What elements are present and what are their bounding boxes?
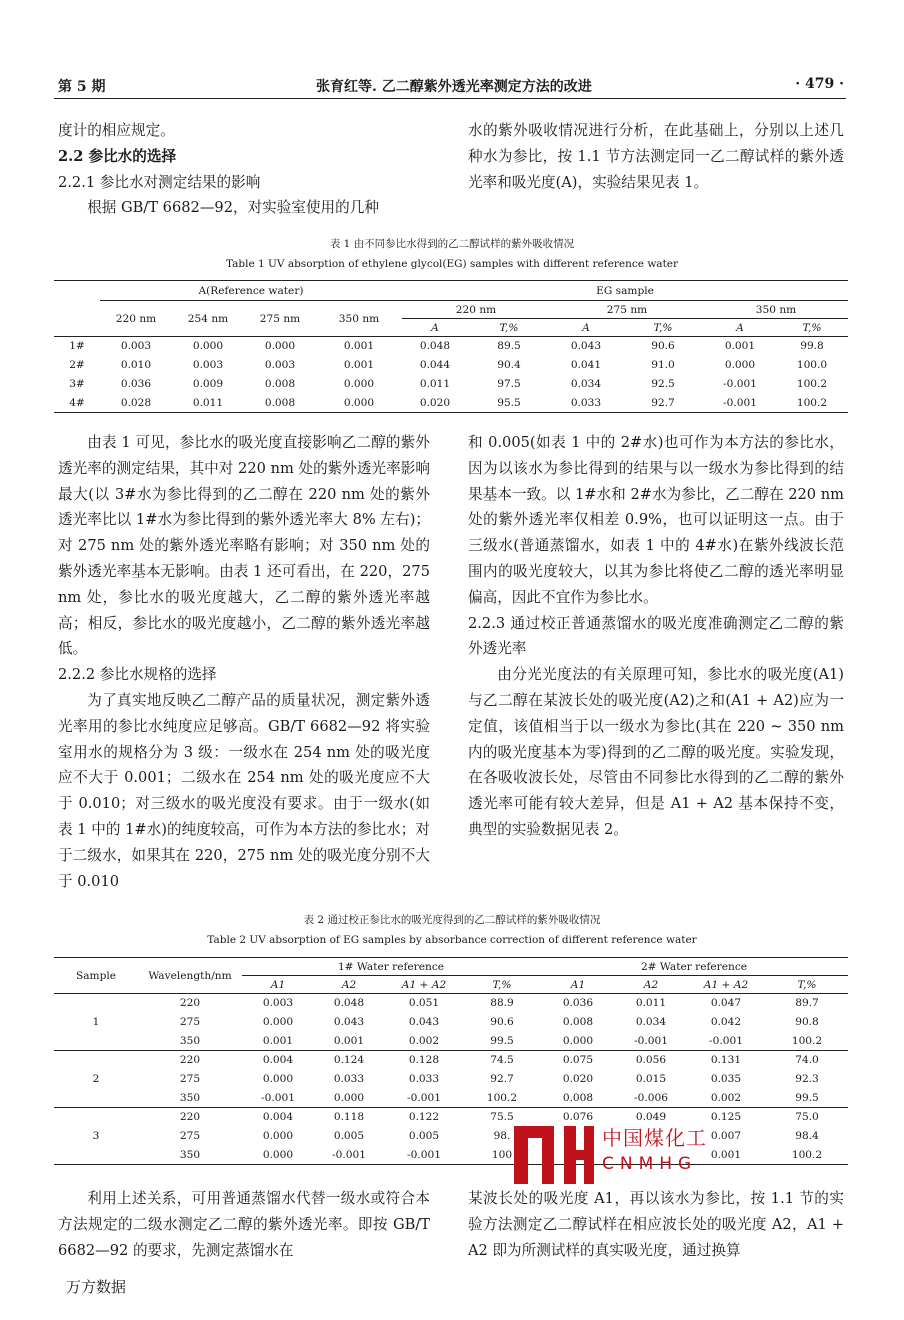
para-continued: 水的紫外吸收情况进行分析，在此基础上，分别以上述几种水为参比，按 1.1 节方法测定同一乙二醇试样的紫外透光率和吸光度(A)，实验结果见表 1。 xyxy=(468,122,844,191)
t2-cell: 0.000 xyxy=(262,1073,294,1085)
table2-caption-cn: 表 2 通过校正参比水的吸光度得到的乙二醇试样的紫外吸收情况 xyxy=(303,914,601,926)
t1-cell: 0.001 xyxy=(343,359,375,371)
t1-sub-t: T,% xyxy=(622,319,704,337)
subsection-heading-2-2-1: 2.2.1 参比水对测定结果的影响 xyxy=(58,173,261,191)
t2-cell: 0.047 xyxy=(710,997,742,1010)
table-row xyxy=(54,994,848,1013)
t2-cell: 88.9 xyxy=(490,997,514,1010)
mid-right-para-0: 和 0.005(如表 1 中的 2#水)也可作为本方法的参比水，因为以该水为参比得到的结果与以一级水为参比得到的结果基本一致。以 1#水和 2#水为参比，乙二醇在 220 nm 处的紫外透光率仅相差 0.9%，也可以证明这一点。由于三级水(普通蒸馏水，如表 1 中的 4#水)在紫外线波长范围内的吸光度较大，以其为参比将使乙二醇的透光率明显偏高，因此不宜作为参比水。 xyxy=(468,434,844,606)
t2-cell: 92.3 xyxy=(795,1073,819,1085)
watermark-logo-icon xyxy=(512,1124,596,1186)
t1-row-label: 2# xyxy=(69,359,85,371)
t2-cell: 350 xyxy=(138,1089,242,1108)
t2-cell: 89.7 xyxy=(795,997,819,1010)
t1-cell: 0.048 xyxy=(419,340,451,353)
table-row xyxy=(54,1032,848,1051)
t1-header-eg-sample: EG sample xyxy=(402,281,848,301)
t2-cell: 0.033 xyxy=(408,1073,440,1085)
t1-cell: 91.0 xyxy=(651,359,675,371)
t1-cell: 0.000 xyxy=(264,340,296,353)
t2-sub-header: A1 + A2 xyxy=(686,976,766,994)
t2-cell: 0.002 xyxy=(384,1032,464,1051)
t2-cell: 0.125 xyxy=(710,1111,742,1124)
table2-caption-en: Table 2 UV absorption of EG samples by absorbance correction of different reference water xyxy=(207,934,697,946)
t1-cell: 0.003 xyxy=(264,359,296,371)
t2-cell: 0.002 xyxy=(686,1089,766,1108)
t1-sub-a: A xyxy=(402,319,468,337)
t1-sub-a: A xyxy=(550,319,622,337)
t1-header-wl: 254 nm xyxy=(172,301,244,337)
table-row xyxy=(54,1089,848,1108)
t2-cell: 0.001 xyxy=(686,1146,766,1165)
table-row xyxy=(54,375,848,394)
t2-cell: 98. xyxy=(493,1130,511,1142)
mid-right-para-1: 2.2.3 通过校正普通蒸馏水的吸光度准确测定乙二醇的紫外透光率 xyxy=(468,614,844,658)
para-start: 根据 GB/T 6682—92，对实验室使用的几种 xyxy=(87,199,379,217)
t2-cell: 0.008 xyxy=(562,1016,594,1028)
t1-cell: 0.011 xyxy=(172,394,244,413)
t2-cell: -0.006 xyxy=(616,1089,686,1108)
t1-header-eg-wl: 220 nm xyxy=(402,301,550,319)
t2-sample-id: 3 xyxy=(54,1108,138,1165)
t1-cell: 90.6 xyxy=(651,340,675,353)
t1-cell: 99.8 xyxy=(800,340,824,353)
t2-cell: 75.5 xyxy=(490,1111,514,1124)
table1-caption-cn: 表 1 由不同参比水得到的乙二醇试样的紫外吸收情况 xyxy=(329,238,575,250)
t1-cell: -0.001 xyxy=(723,378,757,390)
t2-cell: 0.056 xyxy=(635,1054,667,1067)
t2-cell: -0.001 xyxy=(686,1032,766,1051)
t1-cell: 0.001 xyxy=(343,340,375,353)
t2-cell: 0.000 xyxy=(540,1032,616,1051)
t2-cell: 75.0 xyxy=(795,1111,819,1124)
mid-left-para-0: 由表 1 可见，参比水的吸光度直接影响乙二醇的紫外透光率的测定结果，其中对 220 nm 处的紫外透光率影响最大(以 3#水为参比得到的乙二醇在 220 nm 处的紫外透光率比以 1#水为参比得到的紫外透光率大 8% 左右)；对 275 nm 处的紫外透光率略有影响；对 350 nm 处的紫外透光率基本无影响。由表 1 还可看出，在 220，275 nm 处，参比水的吸光度越大，乙二醇的紫外透光率越高；相反，参比水的吸光度越小，乙二醇的紫外透光率越低。 xyxy=(58,434,430,658)
table-row xyxy=(54,394,848,413)
t1-cell: -0.001 xyxy=(704,394,776,413)
t1-cell: 0.003 xyxy=(120,340,152,353)
t1-header-reference-water: A(Reference water) xyxy=(100,281,402,301)
t2-cell: 0.075 xyxy=(562,1054,594,1067)
t2-cell: 0.036 xyxy=(562,997,594,1010)
t1-cell: 92.5 xyxy=(651,378,675,390)
t1-cell: 0.001 xyxy=(724,340,756,353)
t1-cell: 97.5 xyxy=(497,378,521,390)
t2-sub-header: T,% xyxy=(464,976,540,994)
t2-cell: 0.000 xyxy=(262,1016,294,1028)
table-row xyxy=(54,1070,848,1089)
t1-cell: 0.000 xyxy=(343,378,375,390)
t2-cell: 275 xyxy=(179,1073,201,1085)
t2-cell: 0.049 xyxy=(635,1111,667,1124)
t2-cell: 90.6 xyxy=(490,1016,514,1028)
t2-header-wavelength: Wavelength/nm xyxy=(138,958,242,994)
t2-cell: 0.122 xyxy=(408,1111,440,1124)
t1-cell: 0.041 xyxy=(570,359,602,371)
t2-cell: 350 xyxy=(138,1146,242,1165)
t2-cell: -0.001 xyxy=(242,1089,314,1108)
bottom-left-column xyxy=(58,1186,430,1263)
t2-cell: 0.020 xyxy=(562,1073,594,1085)
t2-header-sample: Sample xyxy=(54,958,138,994)
t1-cell: 0.043 xyxy=(570,340,602,353)
t2-cell: 220 xyxy=(179,1054,201,1067)
t1-header-wl: 350 nm xyxy=(316,301,402,337)
t2-cell: 100.2 xyxy=(766,1146,848,1165)
t1-header-eg-wl: 350 nm xyxy=(704,301,848,319)
t2-cell: 74.0 xyxy=(795,1054,819,1067)
table-row xyxy=(54,337,848,356)
t2-sub-header: T,% xyxy=(766,976,848,994)
section-heading-2-2: 2.2 参比水的选择 xyxy=(58,147,177,165)
t2-cell: 0.034 xyxy=(635,1016,667,1028)
mid-right-para-2: 由分光光度法的有关原理可知，参比水的吸光度(A1)与乙二醇在某波长处的吸光度(A2)之和(A1 + A2)应为一定值，该值相当于以一级水为参比(其在 220 ~ 350 nm 内的吸光度基本为零)得到的乙二醇的吸光度。实验发现，在各吸收波长处，尽管由不同参比水得到的乙二醇的紫外透光率可能有较大差异，但是 A1 + A2 基本保持不变，典型的实验数据见表 2。 xyxy=(468,666,844,838)
t2-sub-header: A1 + A2 xyxy=(384,976,464,994)
t1-cell: 0.000 xyxy=(316,394,402,413)
t2-cell: 275 xyxy=(179,1016,201,1028)
t2-cell: 0.000 xyxy=(314,1089,384,1108)
running-title: 张育红等. 乙二醇紫外透光率测定方法的改进 xyxy=(316,79,592,95)
issue-number: 第 5 期 xyxy=(58,79,106,95)
t2-sub-header: A1 xyxy=(242,976,314,994)
table-1 xyxy=(54,280,848,413)
t1-sub-t: T,% xyxy=(468,319,550,337)
t2-cell: 0.076 xyxy=(562,1111,594,1124)
table1-caption-en: Table 1 UV absorption of ethylene glycol(EG) samples with different reference water xyxy=(225,258,679,270)
t2-cell: 0.015 xyxy=(635,1073,667,1085)
t2-cell: 275 xyxy=(179,1130,201,1142)
t1-cell: 0.003 xyxy=(192,359,224,371)
t2-cell: 0.001 xyxy=(242,1032,314,1051)
t1-row-label: 3# xyxy=(69,378,85,390)
t2-cell: 0.131 xyxy=(710,1054,742,1067)
t2-cell: 74.5 xyxy=(490,1054,514,1067)
t2-sub-header: A2 xyxy=(616,976,686,994)
t1-cell: 100.2 xyxy=(776,394,848,413)
header-rule xyxy=(54,98,846,99)
t1-cell: 0.028 xyxy=(100,394,172,413)
watermark xyxy=(512,1120,752,1186)
t1-cell: 0.000 xyxy=(724,359,756,371)
t2-cell: 99.5 xyxy=(766,1089,848,1108)
t1-row-label: 4# xyxy=(54,394,100,413)
t2-cell: 90.8 xyxy=(795,1016,819,1028)
t1-cell: 0.008 xyxy=(244,394,316,413)
t1-header-wl: 220 nm xyxy=(100,301,172,337)
t2-cell: 100.2 xyxy=(766,1032,848,1051)
mid-left-para-1: 2.2.2 参比水规格的选择 xyxy=(58,666,217,684)
t2-cell: 0.128 xyxy=(408,1054,440,1067)
t1-cell: 0.000 xyxy=(192,340,224,353)
t2-cell: 220 xyxy=(179,997,201,1010)
t2-sub-header: A1 xyxy=(540,976,616,994)
t1-cell: 89.5 xyxy=(497,340,521,353)
t2-cell: 0.033 xyxy=(333,1073,365,1085)
t1-cell: 0.010 xyxy=(120,359,152,371)
t2-cell: 0.001 xyxy=(314,1032,384,1051)
t1-cell: 0.044 xyxy=(419,359,451,371)
t1-cell: 92.7 xyxy=(622,394,704,413)
t2-cell: 98.4 xyxy=(795,1130,819,1142)
t1-cell: 0.036 xyxy=(120,378,152,390)
t2-cell: 0.000 xyxy=(242,1146,314,1165)
t1-cell: 90.4 xyxy=(497,359,521,371)
t1-cell: 0.033 xyxy=(550,394,622,413)
mid-left-column xyxy=(58,430,430,894)
t2-cell: 92.7 xyxy=(490,1073,514,1085)
top-left-column xyxy=(58,118,428,221)
t1-sub-a: A xyxy=(704,319,776,337)
t1-cell: 0.020 xyxy=(402,394,468,413)
t1-header-wl: 275 nm xyxy=(244,301,316,337)
table-row xyxy=(54,356,848,375)
t2-cell: 0.004 xyxy=(262,1111,294,1124)
t1-cell: 0.011 xyxy=(419,378,451,390)
table-row xyxy=(54,1013,848,1032)
t2-cell: 100 xyxy=(464,1146,540,1165)
para-continuation: 度计的相应规定。 xyxy=(58,122,175,139)
t2-cell: 0.011 xyxy=(635,997,667,1010)
watermark-text-en: CNMHG xyxy=(602,1154,698,1174)
t1-row-label: 1# xyxy=(69,340,85,353)
para-bottom-right: 某波长处的吸光度 A1，再以该水为参比，按 1.1 节的实验方法测定乙二醇试样在相应波长处的吸光度 A2，A1 + A2 即为所测试样的真实吸光度，通过换算 xyxy=(468,1190,844,1259)
t2-cell: 99.5 xyxy=(464,1032,540,1051)
t2-cell: 0.004 xyxy=(262,1054,294,1067)
t2-cell: 350 xyxy=(138,1032,242,1051)
bottom-right-column xyxy=(468,1186,844,1263)
t1-cell: 100.2 xyxy=(796,378,828,390)
t1-cell: 95.5 xyxy=(468,394,550,413)
t2-cell: 0.124 xyxy=(333,1054,365,1067)
t2-cell: 0.005 xyxy=(333,1130,365,1142)
t2-cell: 0.048 xyxy=(333,997,365,1010)
page-number: · 479 · xyxy=(795,76,844,92)
t2-sub-header: A2 xyxy=(314,976,384,994)
t2-sample-id: 1 xyxy=(54,994,138,1051)
t2-header-group2: 2# Water reference xyxy=(540,958,848,976)
t1-cell: 0.008 xyxy=(264,378,296,390)
top-right-column xyxy=(468,118,844,195)
t1-cell: 100.0 xyxy=(796,359,828,371)
t2-cell: 0.042 xyxy=(710,1016,742,1028)
t1-cell: 0.009 xyxy=(192,378,224,390)
t2-cell: 0.008 xyxy=(540,1089,616,1108)
t2-cell: 0.043 xyxy=(333,1016,365,1028)
t1-sub-t: T,% xyxy=(776,319,848,337)
t2-cell: -0.001 xyxy=(384,1089,464,1108)
t2-cell: 0.051 xyxy=(408,997,440,1010)
t2-cell: 100.2 xyxy=(464,1089,540,1108)
t2-cell: 220 xyxy=(179,1111,201,1124)
t2-header-group1: 1# Water reference xyxy=(242,958,540,976)
t2-cell: 0.005 xyxy=(408,1130,440,1142)
table-row xyxy=(54,1051,848,1070)
t2-cell: 0.003 xyxy=(262,997,294,1010)
t2-sample-id: 2 xyxy=(54,1051,138,1108)
t2-cell: 0.000 xyxy=(262,1130,294,1142)
t2-cell: 0.035 xyxy=(710,1073,742,1085)
running-header xyxy=(58,76,844,96)
para-bottom-left: 利用上述关系，可用普通蒸馏水代替一级水或符合本方法规定的二级水测定乙二醇的紫外透光率。即按 GB/T 6682—92 的要求，先测定蒸馏水在 xyxy=(58,1190,430,1259)
t1-header-eg-wl: 275 nm xyxy=(550,301,704,319)
t1-body xyxy=(54,337,848,413)
t2-cell: -0.001 xyxy=(384,1146,464,1165)
t1-cell: 0.034 xyxy=(570,378,602,390)
t2-cell: -0.001 xyxy=(314,1146,384,1165)
watermark-text-cn: 中国煤化工 xyxy=(602,1126,707,1150)
footer-source: 万方数据 xyxy=(66,1278,127,1296)
t2-cell: -0.001 xyxy=(616,1032,686,1051)
mid-right-column xyxy=(468,430,844,843)
mid-left-para-2: 为了真实地反映乙二醇产品的质量状况，测定紫外透光率用的参比水纯度应足够高。GB/T 6682—92 将实验室用水的规格分为 3 级：一级水在 254 nm 处的吸光度应不大于 0.001；二级水在 254 nm 处的吸光度应不大于 0.010；对三级水的吸光度没有要求。由于一级水(如表 1 中的 1#水)的纯度较高，可作为本方法的参比水；对于二级水，如果其在 220，275 nm 处的吸光度分别不大于 0.010 xyxy=(58,691,430,890)
t2-cell: 0.007 xyxy=(710,1130,742,1142)
t2-cell: 0.118 xyxy=(333,1111,365,1124)
t2-cell: 0.043 xyxy=(408,1016,440,1028)
